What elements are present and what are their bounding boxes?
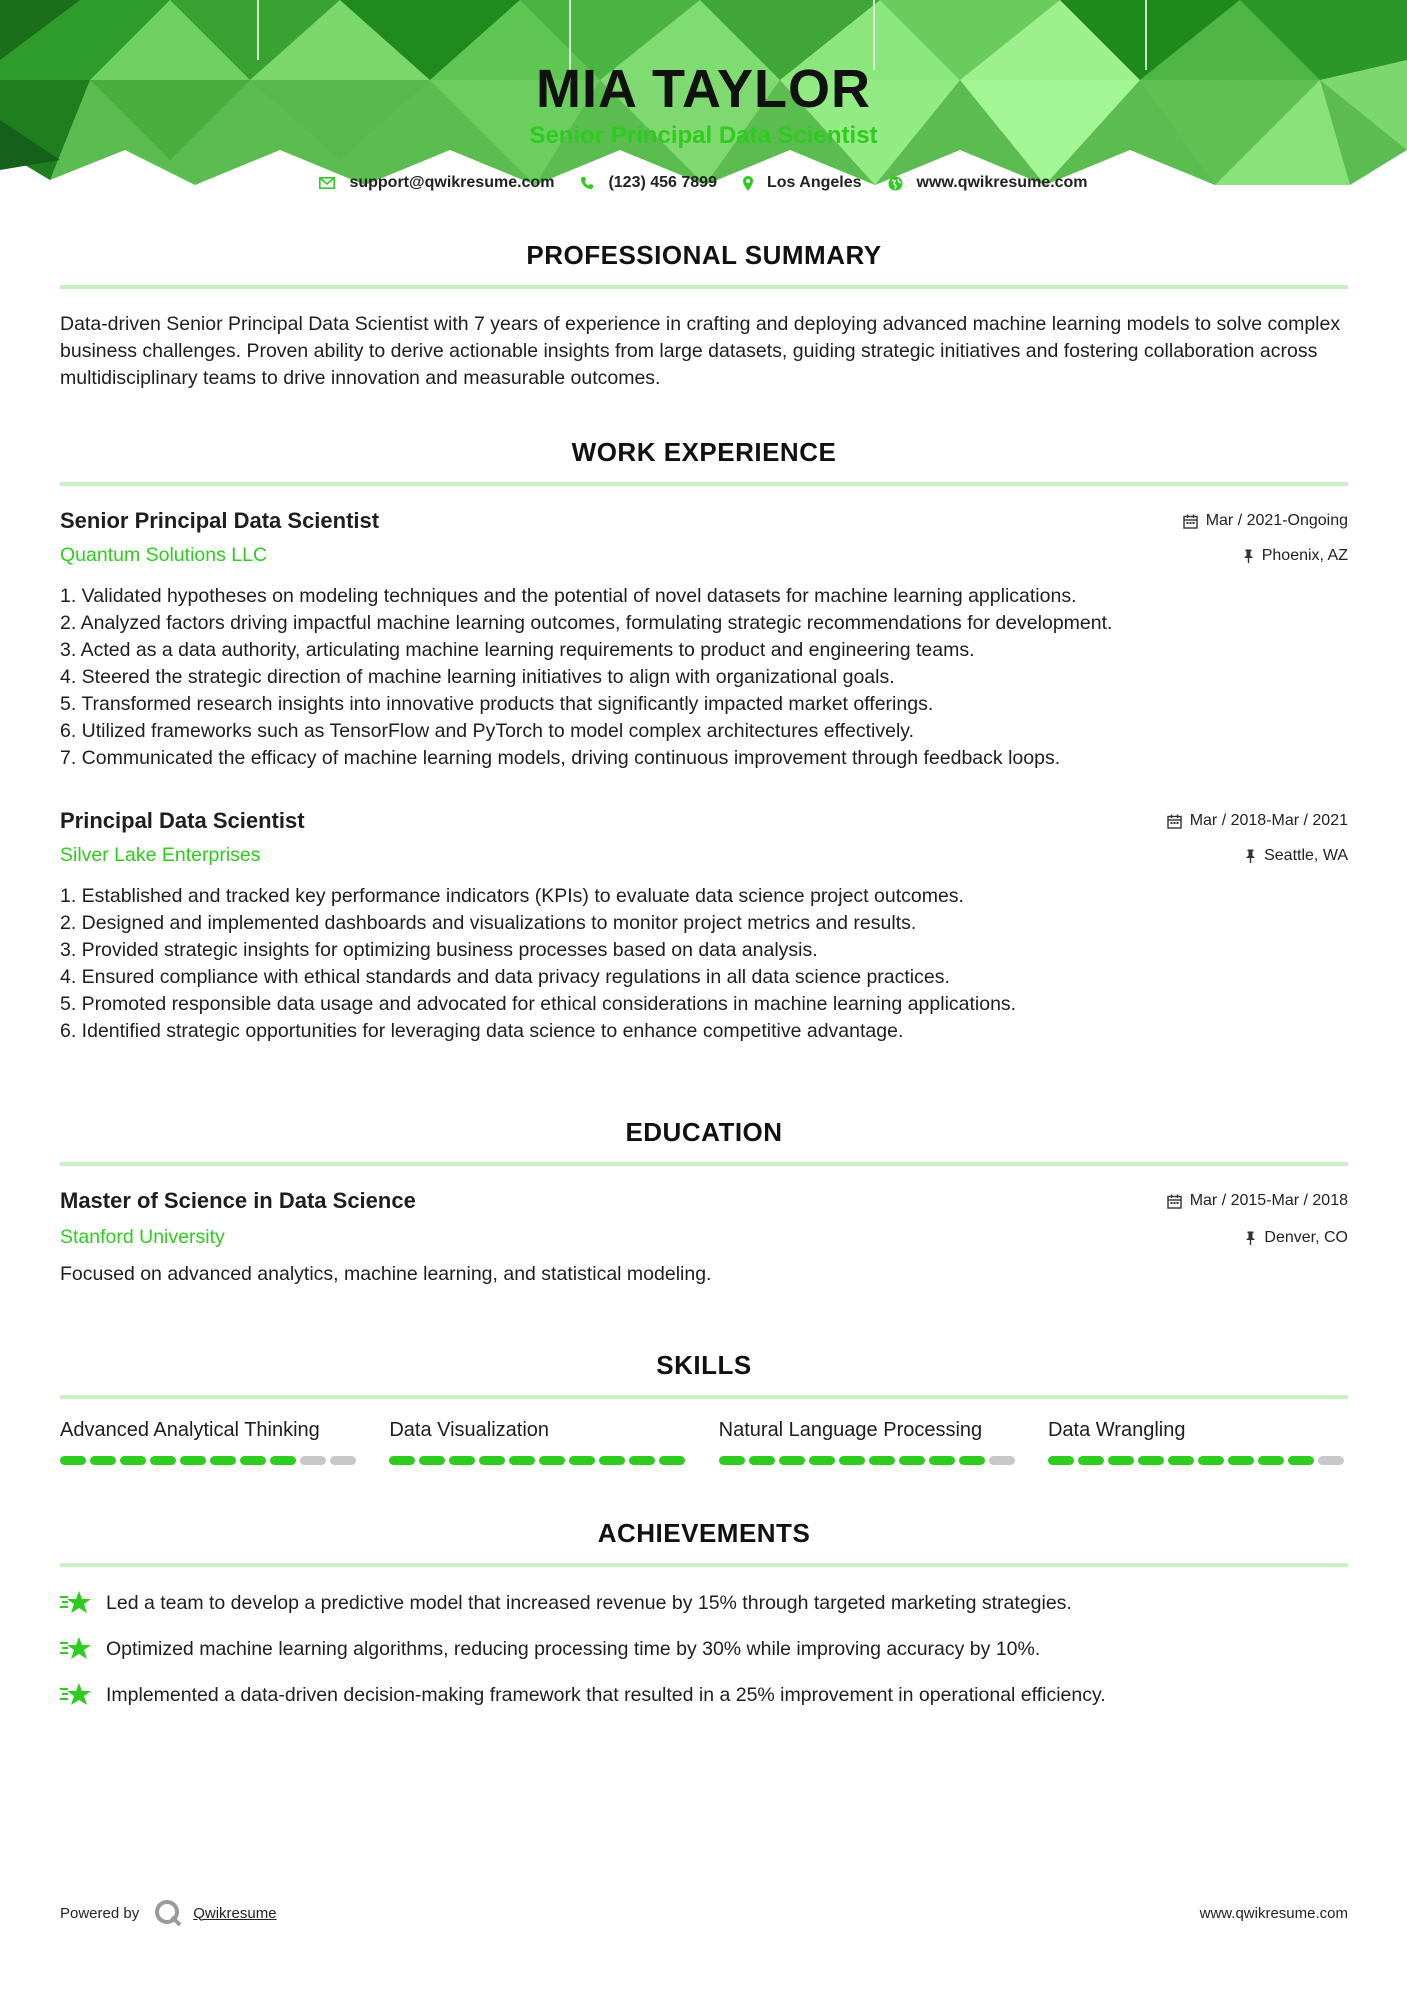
- skill-dot-empty: [1318, 1456, 1344, 1465]
- skill-level-bar: [719, 1456, 1019, 1465]
- experience-heading: WORK EXPERIENCE: [571, 437, 837, 467]
- job-bullet: 3. Provided strategic insights for optimizing business processes based on data analysis.: [60, 939, 818, 961]
- job-title: Principal Data Scientist: [60, 808, 305, 833]
- contact-email[interactable]: [319, 174, 554, 192]
- job-bullet: 1. Established and tracked key performance indicators (KPIs) to evaluate data science project outcomes.: [60, 885, 964, 907]
- job-bullet: 6. Utilized frameworks such as TensorFlow and PyTorch to model complex architectures effectively.: [60, 720, 915, 742]
- candidate-title: Senior Principal Data Scientist: [529, 122, 878, 149]
- skill-dot-filled: [809, 1456, 835, 1465]
- summary-section: [60, 240, 1348, 392]
- skill-item: [1048, 1419, 1348, 1465]
- skill-dot-filled: [569, 1456, 595, 1465]
- skill-dot-filled: [389, 1456, 415, 1465]
- education-location: [1245, 1229, 1348, 1247]
- achievement-item: [60, 1635, 1348, 1663]
- job-bullets: [60, 583, 1348, 772]
- skill-item: [719, 1419, 1019, 1465]
- globe-icon: [888, 176, 903, 191]
- skill-dot-filled: [539, 1456, 565, 1465]
- achievements-list: [60, 1589, 1348, 1709]
- section-divider: [60, 285, 1348, 289]
- pushpin-icon: [1245, 849, 1256, 863]
- job-bullets: [60, 883, 1348, 1045]
- summary-text: Data-driven Senior Principal Data Scientist with 7 years of experience in crafting and deploying advanced machine learning models to solve complex business challenges. Proven ability to derive actionable insights from large datasets, guiding strategic initiatives and fostering collaboration across multidisciplinary teams to drive innovation and measurable outcomes.: [60, 313, 1341, 389]
- job-location-text: Seattle, WA: [1264, 846, 1348, 864]
- degree-title: Master of Science in Data Science: [60, 1188, 416, 1213]
- job-bullet: 3. Acted as a data authority, articulating machine learning requirements to product and engineering teams.: [60, 639, 975, 661]
- skill-dot-filled: [779, 1456, 805, 1465]
- school-name: Stanford University: [60, 1226, 225, 1248]
- pushpin-icon: [1243, 549, 1254, 563]
- section-divider: [60, 1395, 1348, 1399]
- contact-location: [743, 174, 862, 192]
- skill-level-bar: [1048, 1456, 1348, 1465]
- skill-dot-filled: [1168, 1456, 1194, 1465]
- skill-dot-filled: [150, 1456, 176, 1465]
- job-bullet: 6. Identified strategic opportunities for leveraging data science to enhance competitive advantage.: [60, 1020, 904, 1042]
- map-pin-icon: [743, 176, 753, 191]
- skills-section: [60, 1350, 1348, 1465]
- skill-dot-filled: [90, 1456, 116, 1465]
- job-bullet: 5. Promoted responsible data usage and advocated for ethical considerations in machine learning applications.: [60, 993, 1017, 1015]
- job-location-text: Phoenix, AZ: [1261, 546, 1348, 564]
- contact-phone-text: (123) 456 7899: [608, 174, 717, 191]
- job-location: [1243, 547, 1348, 565]
- skill-dot-filled: [1288, 1456, 1314, 1465]
- envelope-icon: [319, 177, 335, 189]
- contact-email-text: support@qwikresume.com: [349, 174, 555, 191]
- skill-dot-filled: [1228, 1456, 1254, 1465]
- qwikresume-link[interactable]: Qwikresume: [193, 1904, 277, 1922]
- job-bullet: 2. Designed and implemented dashboards and visualizations to monitor project metrics and results.: [60, 912, 917, 934]
- calendar-icon: [1167, 814, 1182, 829]
- education-dates: [1167, 1192, 1348, 1210]
- achievement-text: Led a team to develop a predictive model that increased revenue by 15% through targeted marketing strategies.: [106, 1591, 1072, 1614]
- skill-dot-filled: [240, 1456, 266, 1465]
- star-icon: [60, 1635, 92, 1663]
- skill-dot-filled: [599, 1456, 625, 1465]
- skills-list: [60, 1419, 1348, 1465]
- skill-name: Data Visualization: [389, 1419, 550, 1441]
- contact-location-text: Los Angeles: [766, 174, 862, 191]
- contact-website[interactable]: [888, 174, 1088, 192]
- pushpin-icon: [1245, 1231, 1256, 1245]
- skill-level-bar: [389, 1456, 689, 1465]
- skill-dot-filled: [509, 1456, 535, 1465]
- skill-dot-filled: [180, 1456, 206, 1465]
- contact-bar: [0, 174, 1407, 192]
- skill-dot-filled: [659, 1456, 685, 1465]
- achievement-text: Implemented a data-driven decision-making framework that resulted in a 25% improvement in operational efficiency.: [106, 1683, 1106, 1706]
- skill-dot-empty: [330, 1456, 356, 1465]
- education-location-text: Denver, CO: [1264, 1228, 1348, 1246]
- company-name: Silver Lake Enterprises: [60, 844, 261, 866]
- skill-item: [389, 1419, 689, 1465]
- job-bullet: 4. Ensured compliance with ethical standards and data privacy regulations in all data science practices.: [60, 966, 950, 988]
- skill-dot-filled: [869, 1456, 895, 1465]
- achievements-heading: ACHIEVEMENTS: [597, 1518, 811, 1548]
- job-bullet: 1. Validated hypotheses on modeling techniques and the potential of novel datasets for machine learning applications.: [60, 585, 1077, 607]
- company-name: Quantum Solutions LLC: [60, 544, 268, 566]
- calendar-icon: [1183, 514, 1198, 529]
- job-title: Senior Principal Data Scientist: [60, 508, 380, 533]
- skill-dot-empty: [989, 1456, 1015, 1465]
- job-location: [1245, 847, 1348, 865]
- phone-icon: [580, 176, 594, 190]
- skills-heading: SKILLS: [656, 1350, 752, 1380]
- skill-dot-filled: [1078, 1456, 1104, 1465]
- skill-dot-filled: [60, 1456, 86, 1465]
- skill-dot-filled: [419, 1456, 445, 1465]
- skill-dot-filled: [210, 1456, 236, 1465]
- powered-by-label: Powered by: [60, 1904, 140, 1922]
- education-description: Focused on advanced analytics, machine learning, and statistical modeling.: [60, 1263, 712, 1285]
- skill-dot-filled: [749, 1456, 775, 1465]
- summary-heading: PROFESSIONAL SUMMARY: [526, 240, 882, 270]
- achievement-text: Optimized machine learning algorithms, reducing processing time by 30% while improving accuracy by 10%.: [106, 1637, 1041, 1660]
- star-icon: [60, 1589, 92, 1617]
- skill-dot-filled: [120, 1456, 146, 1465]
- education-dates-text: Mar / 2015-Mar / 2018: [1189, 1192, 1348, 1209]
- achievement-item: [60, 1589, 1348, 1617]
- job-bullet: 7. Communicated the efficacy of machine learning models, driving continuous improvement through feedback loops.: [60, 747, 1061, 769]
- skill-name: Advanced Analytical Thinking: [60, 1419, 320, 1441]
- skill-dot-filled: [1258, 1456, 1284, 1465]
- skill-dot-filled: [839, 1456, 865, 1465]
- job-bullet: 4. Steered the strategic direction of machine learning initiatives to align with organizational goals.: [60, 666, 895, 688]
- section-divider: [60, 1162, 1348, 1166]
- section-divider: [60, 482, 1348, 486]
- skill-dot-filled: [479, 1456, 505, 1465]
- achievement-item: [60, 1681, 1348, 1709]
- contact-website-text: www.qwikresume.com: [916, 174, 1088, 191]
- skill-dot-filled: [1198, 1456, 1224, 1465]
- skill-dot-filled: [899, 1456, 925, 1465]
- job-dates: [1183, 512, 1348, 530]
- section-divider: [60, 1563, 1348, 1567]
- footer: [60, 1898, 1348, 1928]
- footer-website[interactable]: www.qwikresume.com: [1199, 1904, 1348, 1922]
- experience-section: [60, 437, 1348, 1045]
- candidate-name: MIA TAYLOR: [535, 59, 871, 119]
- job-entry: [60, 508, 1348, 772]
- skill-dot-filled: [449, 1456, 475, 1465]
- skill-dot-filled: [929, 1456, 955, 1465]
- skill-dot-filled: [270, 1456, 296, 1465]
- job-entry: [60, 808, 1348, 1045]
- skill-dot-filled: [1138, 1456, 1164, 1465]
- job-dates-text: Mar / 2021-Ongoing: [1205, 512, 1348, 529]
- job-dates-text: Mar / 2018-Mar / 2021: [1189, 812, 1348, 829]
- skill-dot-empty: [300, 1456, 326, 1465]
- job-bullet: 2. Analyzed factors driving impactful machine learning outcomes, formulating strategic recommendations for development.: [60, 612, 1113, 634]
- skill-level-bar: [60, 1456, 360, 1465]
- skill-item: [60, 1419, 360, 1465]
- skill-name: Data Wrangling: [1047, 1419, 1186, 1441]
- skill-dot-filled: [959, 1456, 985, 1465]
- job-bullet: 5. Transformed research insights into innovative products that significantly impacted market offerings.: [60, 693, 934, 715]
- qwikresume-logo-icon: [153, 1898, 183, 1928]
- skill-dot-filled: [1108, 1456, 1134, 1465]
- skill-dot-filled: [629, 1456, 655, 1465]
- calendar-icon: [1167, 1194, 1182, 1209]
- contact-phone[interactable]: [580, 174, 717, 192]
- skill-name: Natural Language Processing: [718, 1419, 983, 1441]
- skill-dot-filled: [719, 1456, 745, 1465]
- education-section: [60, 1117, 1348, 1288]
- skill-dot-filled: [1048, 1456, 1074, 1465]
- achievements-section: [60, 1518, 1348, 1727]
- star-icon: [60, 1681, 92, 1709]
- job-dates: [1167, 812, 1348, 830]
- education-heading: EDUCATION: [625, 1117, 783, 1147]
